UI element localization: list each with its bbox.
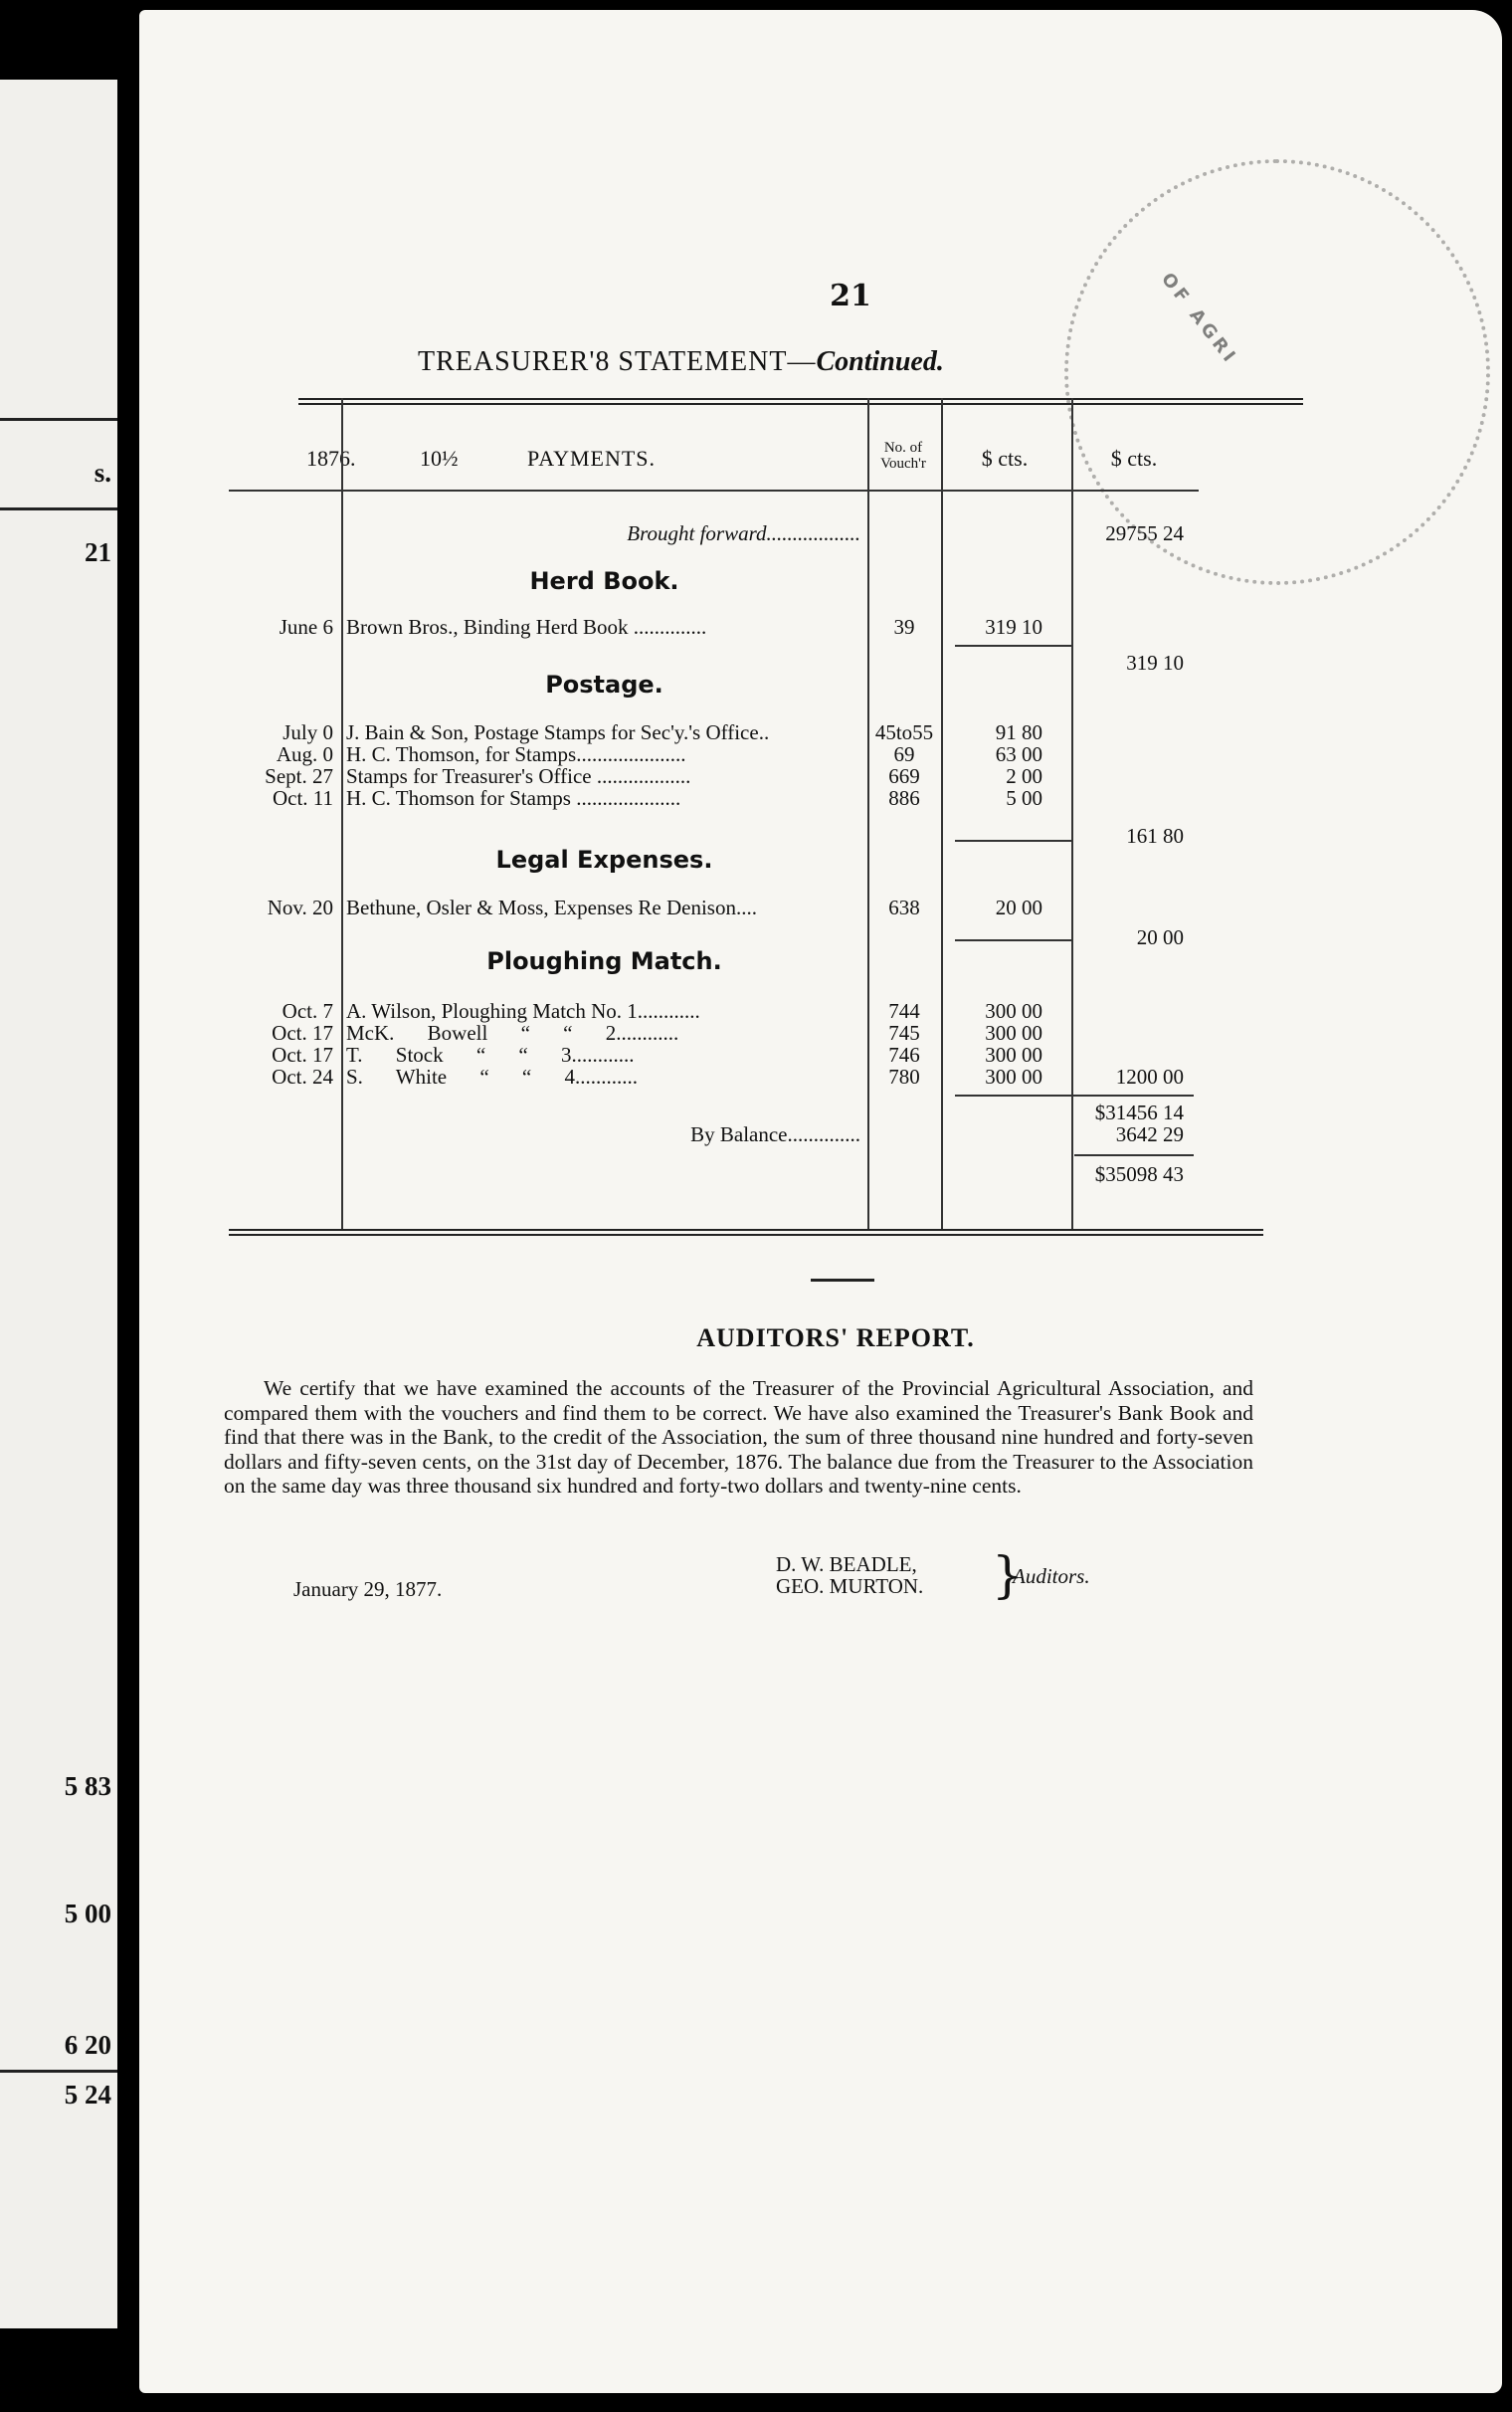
row-description: T. Stock “ “ 3............ — [346, 1043, 635, 1067]
row-date: Oct. 24 — [272, 1065, 333, 1089]
sum-rule — [955, 1095, 1194, 1097]
row-voucher: 39 — [893, 615, 915, 639]
left-page-fragment: 5 00 — [64, 1899, 111, 1928]
auditors-role: Auditors. — [1013, 1564, 1090, 1588]
left-page-rule — [0, 418, 117, 421]
row-date: Oct. 7 — [282, 999, 333, 1023]
section-heading: Ploughing Match. — [486, 947, 722, 975]
section-subtotal: 319 10 — [1126, 651, 1184, 675]
row-voucher: 780 — [888, 1065, 920, 1089]
row-description: Stamps for Treasurer's Office .................. — [346, 764, 691, 788]
row-description: H. C. Thomson, for Stamps..................... — [346, 742, 686, 766]
subtotal-rule — [955, 939, 1071, 941]
row-amount: 2 00 — [1006, 764, 1042, 788]
row-date: Oct. 17 — [272, 1043, 333, 1067]
row-description: McK. Bowell “ “ 2............ — [346, 1021, 679, 1045]
title-continued: Continued. — [816, 346, 944, 377]
section-heading: Herd Book. — [529, 567, 679, 595]
signatory: D. W. BEADLE, — [776, 1552, 917, 1576]
row-description: J. Bain & Son, Postage Stamps for Sec'y.'s Office.. — [346, 720, 770, 744]
header-voucher-bottom: Vouch'r — [880, 456, 926, 472]
row-description: Brown Bros., Binding Herd Book .............. — [346, 615, 707, 639]
running-sum: $31456 14 — [1094, 1101, 1184, 1124]
column-line — [941, 398, 943, 1229]
row-voucher: 746 — [888, 1043, 920, 1067]
report-paragraph: We certify that we have examined the accounts of the Treasurer of the Provincial Agricultural Association, and compared them with the vouchers and find them to be correct. We have also examined the Treasurer's Bank Book and find that there was in the Bank, to the credit of the Association, the sum of three thousand nine hundred and forty-seven dollars and fifty-seven cents, on the 31st day of December, 1876. The balance due from the Treasurer to the Association on the same day was three thousand six hundred and forty-two dollars and twenty-nine cents. — [224, 1376, 1253, 1498]
subtotal-rule — [955, 840, 1071, 842]
row-description: S. White “ “ 4............ — [346, 1065, 639, 1089]
row-amount: 20 00 — [995, 896, 1042, 919]
left-page-rule — [0, 507, 117, 510]
page-number: 21 — [830, 279, 871, 313]
brace-glyph: } — [992, 1546, 1024, 1604]
row-amount: 300 00 — [985, 999, 1042, 1023]
row-voucher: 45to55 — [874, 720, 934, 744]
header-amount-col1: $ cts. — [981, 446, 1029, 471]
report-body — [224, 1376, 1253, 1499]
row-voucher: 669 — [888, 764, 920, 788]
header-payments: PAYMENTS. — [527, 446, 657, 471]
title-main: TREASURER'8 STATEMENT— — [418, 346, 817, 377]
header-folio: 10½ — [420, 446, 459, 471]
section-subtotal: 20 00 — [1136, 925, 1184, 949]
row-description: Bethune, Osler & Moss, Expenses Re Denison.... — [346, 896, 757, 919]
payments-ledger — [219, 398, 1303, 1254]
row-date: Oct. 11 — [272, 786, 333, 810]
ledger-top-rule — [298, 398, 1303, 405]
row-amount: 300 00 — [985, 1021, 1042, 1045]
by-balance-label: By Balance.............. — [690, 1122, 860, 1146]
column-line — [1071, 398, 1073, 1229]
row-voucher: 69 — [893, 742, 915, 766]
header-rule — [229, 490, 1199, 492]
row-voucher: 744 — [888, 999, 920, 1023]
header-voucher-top: No. of — [883, 440, 923, 456]
section-subtotal: 161 80 — [1126, 824, 1184, 848]
left-page-fragment: 5 24 — [64, 2080, 111, 2110]
report-title: AUDITORS' REPORT. — [696, 1323, 975, 1352]
row-amount: 63 00 — [995, 742, 1042, 766]
document-page — [139, 10, 1502, 2393]
row-date: Sept. 27 — [265, 764, 333, 788]
grand-total: $35098 43 — [1094, 1162, 1184, 1186]
row-description: A. Wilson, Ploughing Match No. 1............ — [346, 999, 700, 1023]
header-year: 1876. — [306, 446, 356, 471]
by-balance-amount: 3642 29 — [1115, 1122, 1184, 1146]
row-date: July 0 — [283, 720, 333, 744]
row-voucher: 745 — [888, 1021, 920, 1045]
total-rule — [1074, 1154, 1194, 1156]
column-line — [867, 398, 869, 1229]
ledger-bottom-rule — [229, 1229, 1263, 1236]
row-date: Nov. 20 — [267, 896, 333, 919]
section-heading: Postage. — [545, 671, 663, 699]
section-subtotal: 1200 00 — [1115, 1065, 1184, 1089]
subtotal-rule — [955, 645, 1071, 647]
row-amount: 319 10 — [985, 615, 1042, 639]
brought-forward-total: 29755 24 — [1105, 521, 1184, 545]
signatory: GEO. MURTON. — [776, 1574, 924, 1598]
row-amount: 5 00 — [1006, 786, 1042, 810]
library-stamp-text: OF AGRI — [1157, 269, 1242, 369]
row-voucher: 886 — [888, 786, 920, 810]
left-page-fragment: 21 — [85, 537, 111, 567]
row-voucher: 638 — [888, 896, 920, 919]
left-facing-page — [0, 80, 117, 2328]
column-line — [341, 398, 343, 1229]
page-title — [418, 346, 944, 378]
row-description: H. C. Thomson for Stamps .................... — [346, 786, 681, 810]
row-amount: 91 80 — [995, 720, 1042, 744]
report-date: January 29, 1877. — [293, 1577, 443, 1601]
left-page-fragment: s. — [94, 458, 111, 488]
row-amount: 300 00 — [985, 1043, 1042, 1067]
header-amount-col2: $ cts. — [1110, 446, 1158, 471]
row-amount: 300 00 — [985, 1065, 1042, 1089]
left-page-rule — [0, 2070, 117, 2073]
row-date: June 6 — [279, 615, 333, 639]
row-date: Oct. 17 — [272, 1021, 333, 1045]
row-date: Aug. 0 — [276, 742, 333, 766]
left-page-fragment: 5 83 — [64, 1771, 111, 1801]
brought-forward-label: Brought forward.................. — [627, 521, 860, 545]
section-heading: Legal Expenses. — [495, 846, 713, 874]
left-page-fragment: 6 20 — [64, 2030, 111, 2060]
section-divider — [811, 1279, 874, 1282]
